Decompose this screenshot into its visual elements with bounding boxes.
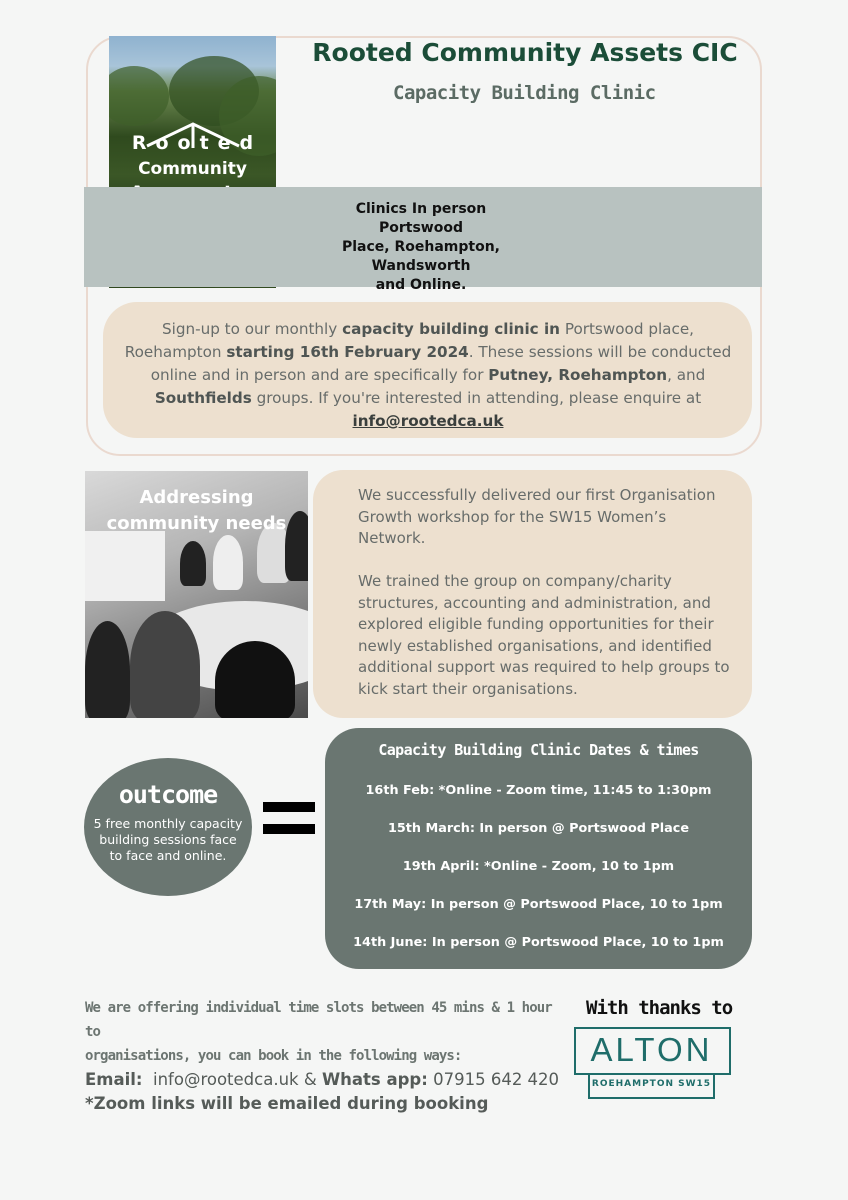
clinic-subtitle: Capacity Building Clinic bbox=[393, 82, 656, 104]
thanks-label: With thanks to bbox=[586, 997, 733, 1019]
logo-line-1: Rooted bbox=[131, 132, 263, 154]
signup-text-2: Portswood place, Roehampton bbox=[124, 320, 695, 361]
signup-email-link[interactable]: info@rootedca.uk bbox=[352, 412, 504, 430]
signup-area-1: Putney, Roehampton bbox=[488, 366, 668, 384]
whatsapp-label: Whats app: bbox=[321, 1070, 428, 1089]
date-item-5: 14th June: In person @ Portswood Place, 10 to 1pm bbox=[353, 935, 724, 950]
alton-logo bbox=[574, 1027, 729, 1099]
date-item-2: 15th March: In person @ Portswood Place bbox=[387, 821, 690, 836]
alton-wordmark: ALTON bbox=[590, 1031, 713, 1068]
equals-icon bbox=[263, 802, 315, 846]
workshop-para-2: We trained the group on company/charity structures, accounting and administration, and explored eligible funding opportunities for their newly established organisations, and identified additional support was required to help groups to kick start their organisations. bbox=[358, 572, 730, 698]
dates-title: Capacity Building Clinic Dates & times bbox=[378, 741, 699, 759]
date-item-4: 17th May: In person @ Portswood Place, 10 to 1pm bbox=[354, 897, 723, 912]
dates-panel bbox=[325, 728, 752, 969]
outcome-title: outcome bbox=[118, 780, 218, 809]
contact-line bbox=[85, 1070, 559, 1089]
location-line-2: Place, Roehampton, bbox=[341, 239, 500, 255]
booking-intro-line-2: organisations, you can book in the following ways: bbox=[85, 1048, 462, 1064]
date-item-1: 16th Feb: *Online - Zoom time, 11:45 to 1:30pm bbox=[365, 783, 712, 798]
location-line-3: Wandsworth bbox=[371, 258, 471, 274]
workshop-photo-caption: Addressing community needs bbox=[106, 487, 287, 534]
contact-email[interactable]: info@rootedca.uk & bbox=[142, 1070, 322, 1089]
email-label: Email: bbox=[85, 1070, 143, 1089]
logo-line-2: Community bbox=[138, 159, 247, 179]
zoom-note: *Zoom links will be emailed during booking bbox=[85, 1094, 489, 1113]
location-line-4: and Online. bbox=[375, 277, 467, 293]
booking-intro bbox=[85, 996, 555, 1068]
outcome-description: 5 free monthly capacity building sessions face to face and online. bbox=[93, 816, 243, 863]
location-text bbox=[316, 200, 526, 295]
org-title: Rooted Community Assets CIC bbox=[312, 38, 738, 67]
signup-text-4: , and bbox=[667, 366, 706, 384]
signup-text-3: . These sessions will be conducted online and in person and are specifically for bbox=[150, 343, 732, 384]
alton-subtitle: ROEHAMPTON SW15 bbox=[591, 1079, 712, 1089]
outcome-badge bbox=[84, 758, 252, 896]
signup-bold-1: capacity building clinic in bbox=[342, 320, 560, 338]
booking-intro-line-1: We are offering individual time slots between 45 mins & 1 hour to bbox=[85, 1000, 552, 1040]
workshop-photo bbox=[85, 471, 308, 718]
signup-start-date: starting 16th February 2024 bbox=[226, 343, 469, 361]
signup-text bbox=[120, 318, 736, 433]
location-line-1: Clinics In person Portswood bbox=[355, 201, 487, 236]
signup-area-2: Southfields bbox=[154, 389, 252, 407]
signup-text-1: Sign-up to our monthly bbox=[161, 320, 343, 338]
whatsapp-number[interactable]: 07915 642 420 bbox=[427, 1070, 560, 1089]
workshop-text bbox=[358, 485, 733, 722]
signup-text-5: groups. If you're interested in attending, please enquire at bbox=[251, 389, 702, 407]
workshop-para-1: We successfully delivered our first Organisation Growth workshop for the SW15 Women’s Network. bbox=[358, 486, 716, 547]
date-item-3: 19th April: *Online - Zoom, 10 to 1pm bbox=[402, 859, 675, 874]
